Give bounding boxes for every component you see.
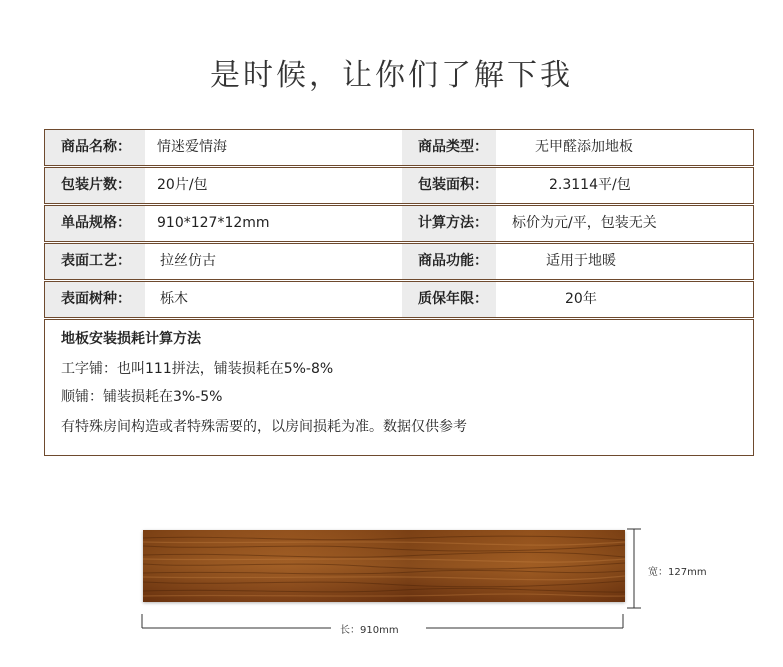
spec-row [44, 205, 754, 242]
spec-value: 20片/包 [157, 177, 208, 193]
notes-line: 工字铺：也叫111拼法，铺装损耗在5%-8% [61, 361, 334, 377]
notes-line: 有特殊房间构造或者特殊需要的，以房间损耗为准。数据仅供参考 [61, 419, 467, 435]
spec-value: 无甲醛添加地板 [535, 139, 633, 155]
spec-label: 包装片数： [45, 168, 145, 203]
spec-label: 商品名称： [45, 130, 145, 165]
spec-value: 拉丝仿古 [160, 253, 216, 269]
spec-label: 质保年限： [402, 282, 496, 317]
notes-line: 顺铺：铺装损耗在3%-5% [61, 389, 223, 405]
spec-label: 计算方法： [402, 206, 496, 241]
spec-value: 20年 [565, 291, 597, 307]
page-title: 是时候，让你们了解下我 [210, 58, 573, 93]
notes-heading: 地板安装损耗计算方法 [61, 331, 201, 347]
spec-row [44, 167, 754, 204]
spec-value: 标价为元/平，包装无关 [512, 215, 657, 231]
spec-row [44, 281, 754, 318]
spec-label: 表面树种： [45, 282, 145, 317]
spec-label: 单品规格： [45, 206, 145, 241]
spec-value: 910*127*12mm [157, 215, 270, 231]
spec-row [44, 243, 754, 280]
spec-value: 2.3114平/包 [549, 177, 631, 193]
length-label: 长：910mm [340, 625, 399, 636]
width-dimension-line [624, 528, 644, 610]
spec-label: 商品功能： [402, 244, 496, 279]
spec-value: 适用于地暖 [546, 253, 616, 269]
loss-notes [44, 319, 754, 456]
wood-plank-image [143, 530, 625, 602]
spec-value: 栎木 [160, 291, 188, 307]
spec-value: 情迷爱情海 [157, 139, 227, 155]
spec-label: 表面工艺： [45, 244, 145, 279]
width-label: 宽：127mm [648, 567, 707, 578]
spec-label: 商品类型： [402, 130, 496, 165]
spec-label: 包装面积： [402, 168, 496, 203]
spec-row [44, 129, 754, 166]
